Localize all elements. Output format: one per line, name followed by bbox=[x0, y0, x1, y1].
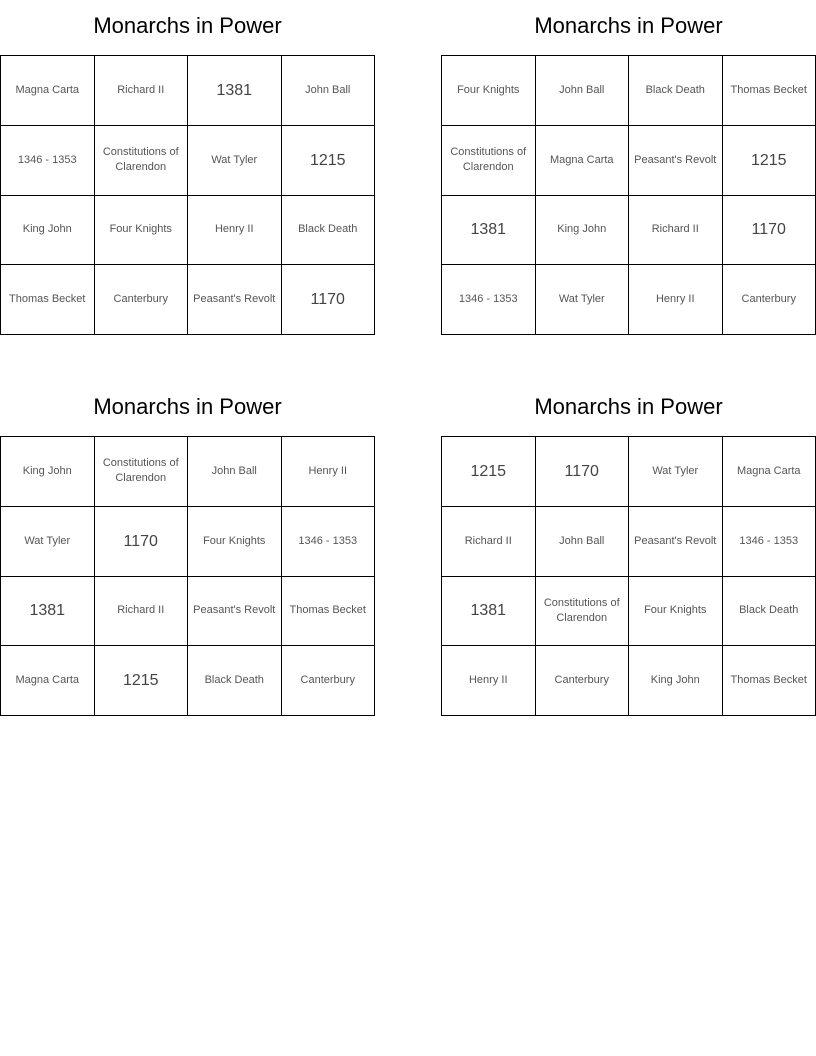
bingo-cell: Thomas Becket bbox=[723, 56, 816, 126]
bingo-cell: Black Death bbox=[629, 56, 723, 126]
bingo-cell: King John bbox=[629, 646, 723, 716]
bingo-cell: John Ball bbox=[536, 507, 630, 577]
bingo-cell: Wat Tyler bbox=[536, 265, 630, 335]
bingo-cell: Four Knights bbox=[629, 577, 723, 647]
bingo-cell: Richard II bbox=[629, 196, 723, 266]
bingo-cell: Canterbury bbox=[536, 646, 630, 716]
bingo-cell: Henry II bbox=[282, 437, 376, 507]
bingo-cell: Peasant's Revolt bbox=[629, 507, 723, 577]
bingo-grid bbox=[0, 436, 375, 716]
bingo-cell: Richard II bbox=[442, 507, 536, 577]
bingo-cell: Henry II bbox=[188, 196, 282, 266]
bingo-cell: 1346 - 1353 bbox=[442, 265, 536, 335]
bingo-cell: Black Death bbox=[188, 646, 282, 716]
bingo-cell: Constitutions of Clarendon bbox=[536, 577, 630, 647]
bingo-cell: 1381 bbox=[1, 577, 95, 647]
card-title: Monarchs in Power bbox=[93, 394, 282, 419]
card-title: Monarchs in Power bbox=[534, 394, 723, 419]
bingo-cell: 1381 bbox=[442, 196, 536, 266]
bingo-cell: John Ball bbox=[188, 437, 282, 507]
bingo-grid bbox=[441, 436, 816, 716]
bingo-cell: 1215 bbox=[95, 646, 189, 716]
bingo-cell: John Ball bbox=[282, 56, 376, 126]
bingo-cell: Black Death bbox=[282, 196, 376, 266]
bingo-cell: Magna Carta bbox=[1, 56, 95, 126]
bingo-cell: Constitutions of Clarendon bbox=[442, 126, 536, 196]
bingo-cell: 1346 - 1353 bbox=[282, 507, 376, 577]
bingo-cell: 1346 - 1353 bbox=[723, 507, 816, 577]
bingo-cell: 1381 bbox=[442, 577, 536, 647]
bingo-cell: 1170 bbox=[282, 265, 376, 335]
bingo-cell: Henry II bbox=[629, 265, 723, 335]
bingo-cell: King John bbox=[1, 437, 95, 507]
bingo-cell: Wat Tyler bbox=[1, 507, 95, 577]
bingo-cell: Peasant's Revolt bbox=[188, 577, 282, 647]
bingo-cell: Magna Carta bbox=[1, 646, 95, 716]
bingo-cell: John Ball bbox=[536, 56, 630, 126]
bingo-cell: 1215 bbox=[723, 126, 816, 196]
bingo-cell: King John bbox=[1, 196, 95, 266]
bingo-cell: Thomas Becket bbox=[723, 646, 816, 716]
card-title: Monarchs in Power bbox=[534, 13, 723, 38]
bingo-cell: Peasant's Revolt bbox=[629, 126, 723, 196]
bingo-cell: Canterbury bbox=[95, 265, 189, 335]
bingo-cell: 1170 bbox=[723, 196, 816, 266]
bingo-cell: Wat Tyler bbox=[188, 126, 282, 196]
bingo-cell: 1170 bbox=[536, 437, 630, 507]
bingo-cell: Constitutions of Clarendon bbox=[95, 437, 189, 507]
bingo-cell: Henry II bbox=[442, 646, 536, 716]
bingo-cell: 1215 bbox=[442, 437, 536, 507]
bingo-cell: Canterbury bbox=[282, 646, 376, 716]
bingo-cell: 1215 bbox=[282, 126, 376, 196]
bingo-cell: Magna Carta bbox=[723, 437, 816, 507]
bingo-cell: Richard II bbox=[95, 577, 189, 647]
bingo-cell: Magna Carta bbox=[536, 126, 630, 196]
bingo-cell: 1346 - 1353 bbox=[1, 126, 95, 196]
bingo-cell: Peasant's Revolt bbox=[188, 265, 282, 335]
bingo-cell: Richard II bbox=[95, 56, 189, 126]
bingo-cell: Four Knights bbox=[95, 196, 189, 266]
bingo-cell: Four Knights bbox=[188, 507, 282, 577]
bingo-cell: Four Knights bbox=[442, 56, 536, 126]
bingo-cell: Wat Tyler bbox=[629, 437, 723, 507]
bingo-cell: 1170 bbox=[95, 507, 189, 577]
bingo-grid bbox=[0, 55, 375, 335]
bingo-cell: Constitutions of Clarendon bbox=[95, 126, 189, 196]
bingo-cell: King John bbox=[536, 196, 630, 266]
bingo-cell: Canterbury bbox=[723, 265, 816, 335]
card-title: Monarchs in Power bbox=[93, 13, 282, 38]
bingo-cell: Black Death bbox=[723, 577, 816, 647]
bingo-cell: 1381 bbox=[188, 56, 282, 126]
bingo-cell: Thomas Becket bbox=[1, 265, 95, 335]
bingo-grid bbox=[441, 55, 816, 335]
bingo-cell: Thomas Becket bbox=[282, 577, 376, 647]
